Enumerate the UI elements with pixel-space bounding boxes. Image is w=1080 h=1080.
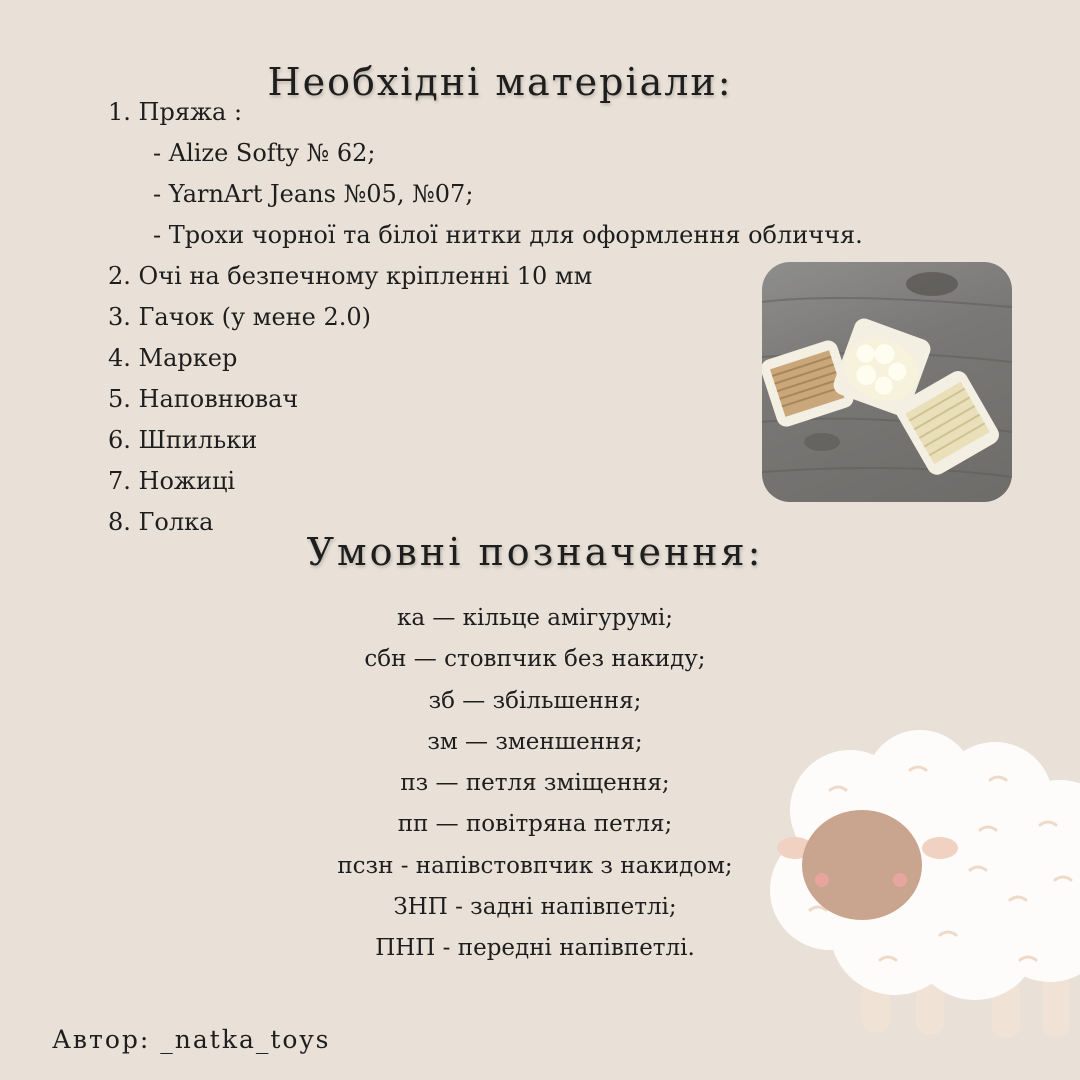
list-item: зб — збільшення; <box>428 687 642 714</box>
list-item: 3. Гачок (у мене 2.0) <box>108 303 372 331</box>
list-item: сбн — стовпчик без накиду; <box>364 646 706 673</box>
yarn-photo <box>762 262 1012 502</box>
list-item: пз — петля зміщення; <box>400 770 670 797</box>
list-item: 4. Маркер <box>108 344 238 372</box>
list-item: 7. Ножиці <box>108 467 236 495</box>
materials-list <box>108 92 863 543</box>
list-item: ка — кільце амігурумі; <box>396 605 674 631</box>
list-item: псзн - напівстовпчик з накидом; <box>337 852 733 879</box>
list-item: ЗНП - задні напівпетлі; <box>393 894 677 921</box>
list-item: зм — зменшення; <box>427 728 643 755</box>
list-item: ПНП - передні напівпетлі. <box>375 935 695 962</box>
yarn-bobbins-illustration <box>762 262 1012 502</box>
list-item: пп — повітряна петля; <box>397 811 673 838</box>
materials-title: Необхідні матеріали: <box>267 60 733 104</box>
list-item: 6. Шпильки <box>108 426 258 454</box>
list-item: 5. Наповнювач <box>108 385 299 413</box>
sheep-illustration <box>770 730 1080 1080</box>
list-item: - YarnArt Jeans №05, №07; <box>153 180 474 208</box>
author-credit: Автор: _natka_toys <box>52 1025 331 1054</box>
list-item: - Alize Softy № 62; <box>153 139 376 167</box>
list-item: - Трохи чорної та білої нитки для оформлення обличчя. <box>153 221 863 249</box>
list-item: 2. Очі на безпечному кріпленні 10 мм <box>108 262 593 290</box>
legend-title: Умовні позначення: <box>306 530 764 574</box>
list-item: 8. Голка <box>108 508 214 536</box>
list-item: 1. Пряжа : <box>108 98 243 126</box>
